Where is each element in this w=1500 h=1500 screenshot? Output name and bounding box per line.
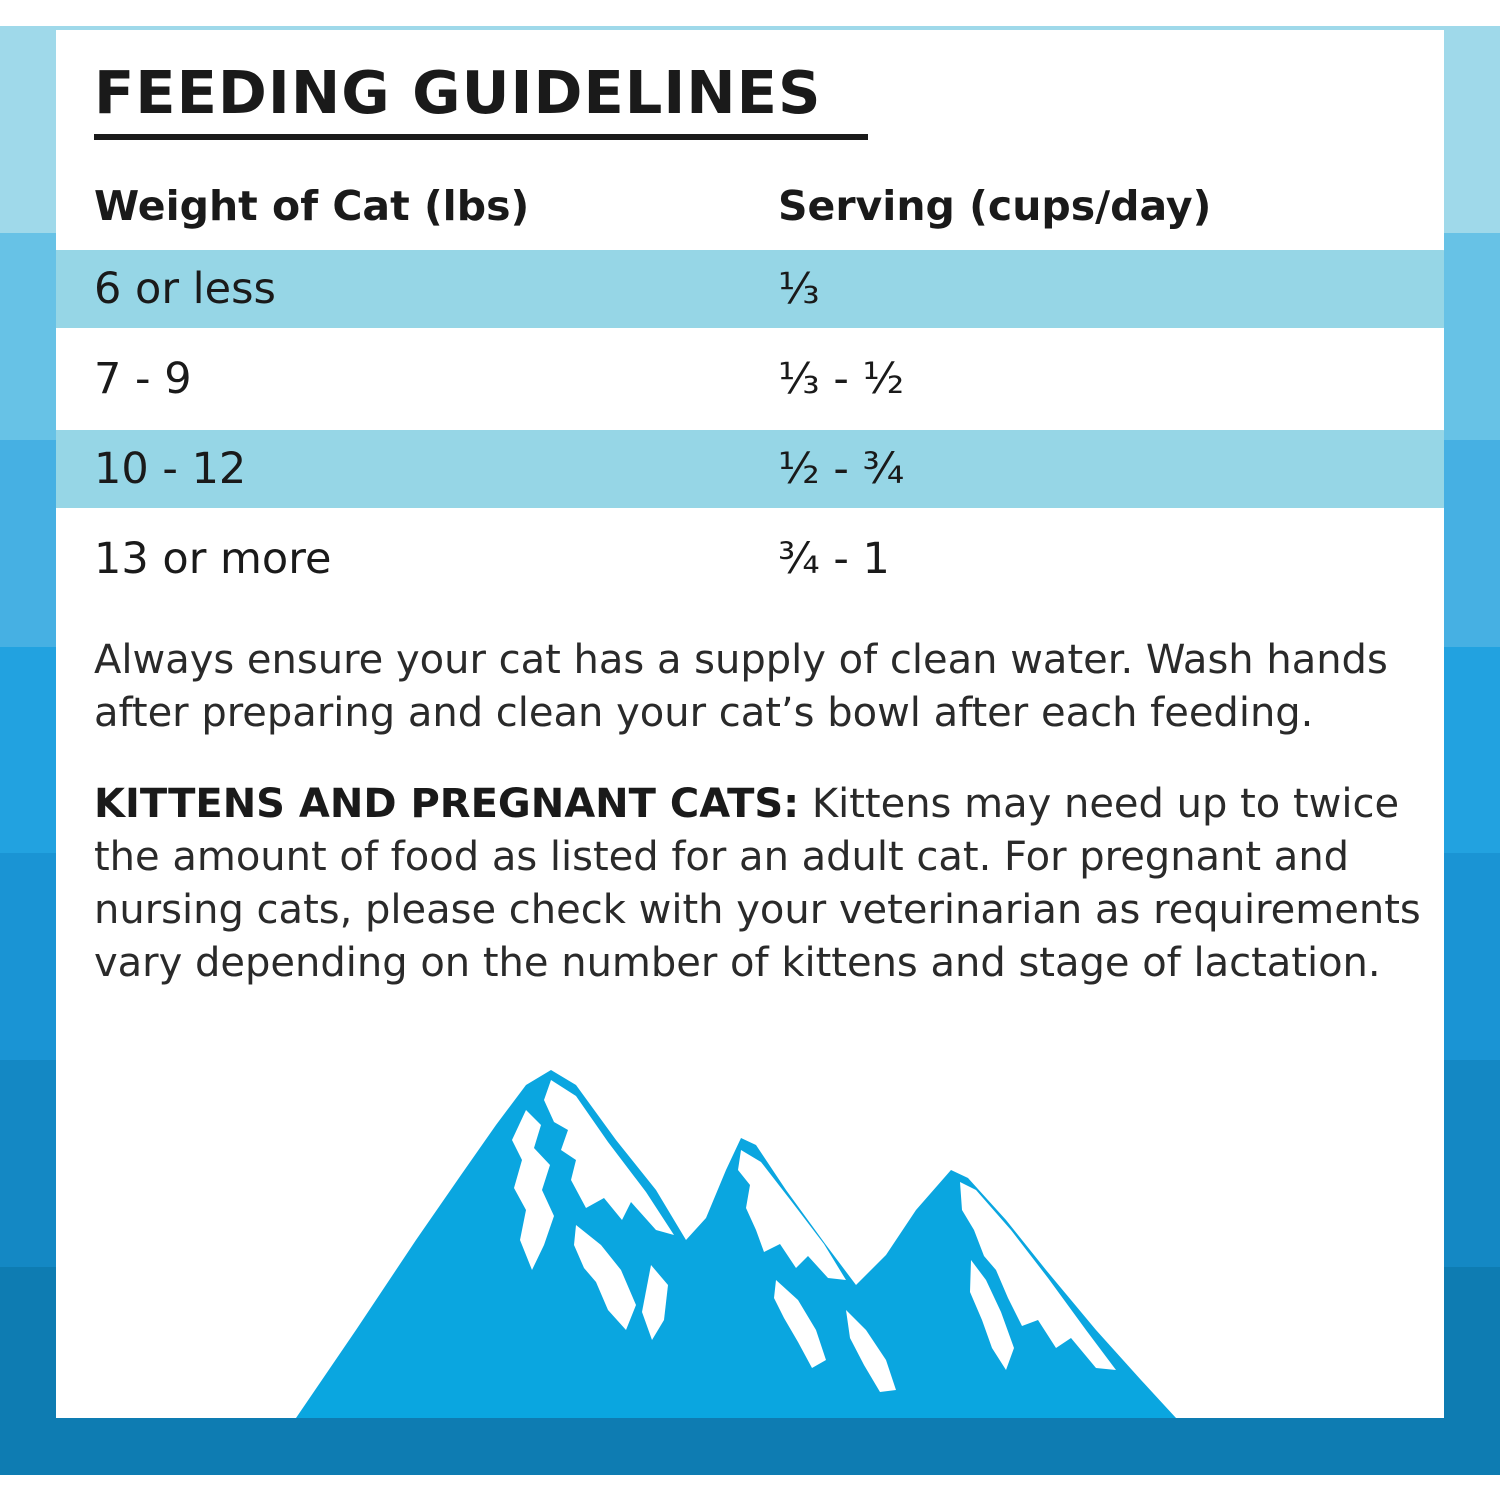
- page-title: FEEDING GUIDELINES: [94, 58, 822, 127]
- column-header-serving: Serving (cups/day): [778, 182, 1212, 230]
- table-cell-serving: ⅓ - ½: [778, 354, 905, 404]
- kittens-note-text: Kittens may need up to twice the amount of food as listed for an adult cat. For pregnant and nursing cats, please check with your veterinarian as requirements vary depending on the number of kittens and stage of lactation.: [94, 781, 1421, 986]
- table-cell-weight: 10 - 12: [94, 444, 247, 494]
- feeding-table: [56, 30, 1444, 630]
- table-cell-serving: ¾ - 1: [778, 534, 890, 584]
- table-cell-serving: ⅓: [778, 264, 820, 314]
- table-cell-weight: 7 - 9: [94, 354, 192, 404]
- feeding-guidelines-card: [56, 30, 1444, 1418]
- table-row-highlight: [56, 430, 1444, 508]
- table-cell-weight: 6 or less: [94, 264, 276, 314]
- kittens-note-label: KITTENS AND PREGNANT CATS:: [94, 781, 800, 827]
- table-cell-serving: ½ - ¾: [778, 444, 905, 494]
- kittens-note: [94, 778, 1434, 990]
- mountain-range-illustration: [56, 1030, 1444, 1418]
- water-note: Always ensure your cat has a supply of clean water. Wash hands after preparing and clean your cat’s bowl after each feeding.: [94, 637, 1388, 736]
- table-cell-weight: 13 or more: [94, 534, 332, 584]
- mountain-silhouette: [296, 1070, 1176, 1418]
- column-header-weight: Weight of Cat (lbs): [94, 182, 530, 230]
